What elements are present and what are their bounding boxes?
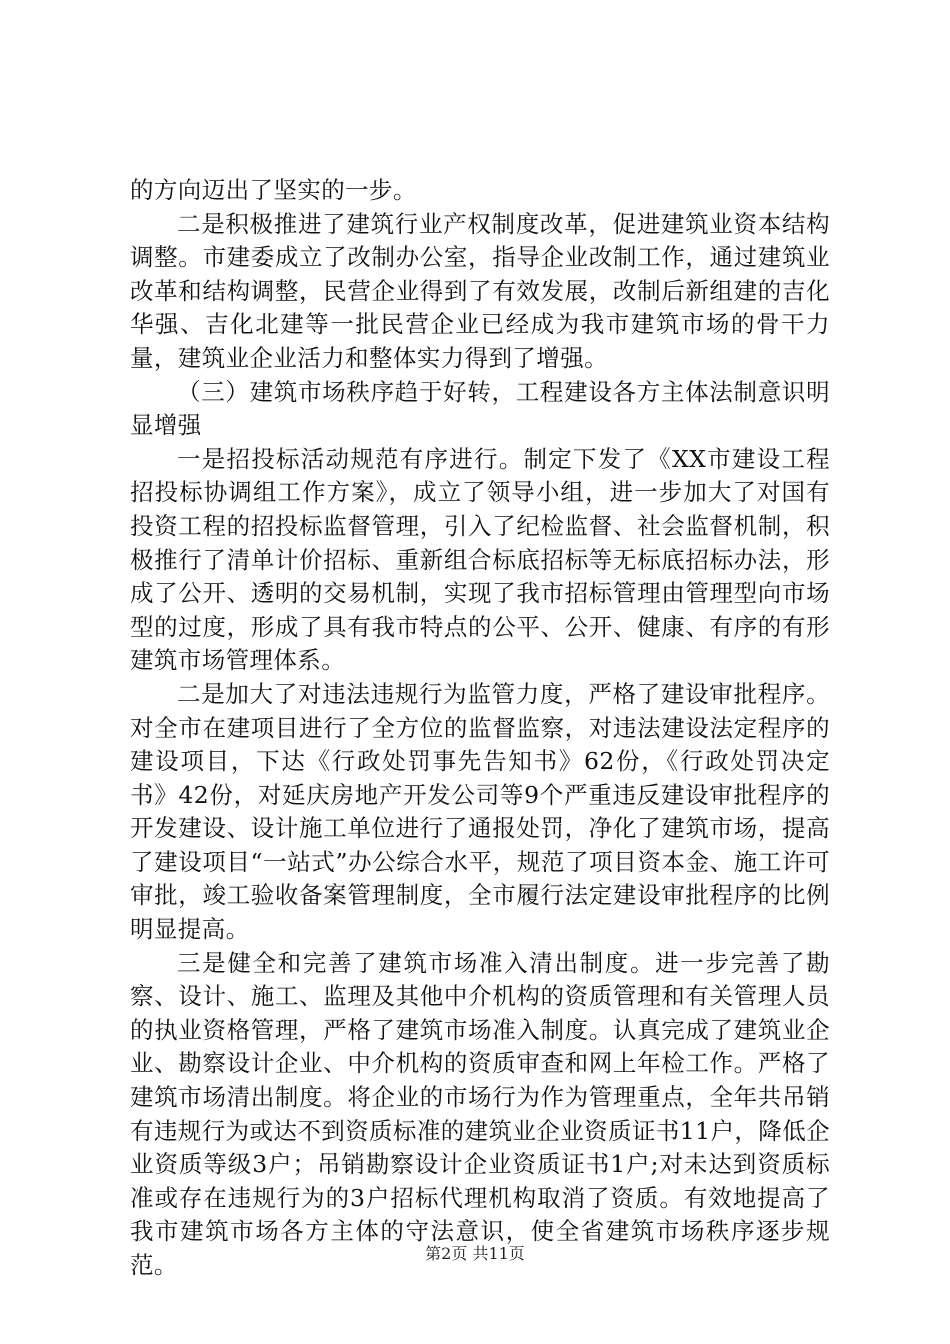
section-heading-market-order: （三）建筑市场秩序趋于好转，工程建设各方主体法制意识明显增强 [130,377,830,440]
paragraph-bidding: 一是招投标活动规范有序进行。制定下发了《XX市建设工程招投标协调组工作方案》，成立了领导小组，进一步加大了对国有投资工程的招投标监督管理，引入了纪检监督、社会监督机制，积极推行了清单计价招标、重新组合标底招标等无标底招标办法，形成了公开、透明的交易机制，实现了我市招标管理由管理型向市场型的过度，形成了具有我市特点的公平、公开、健康、有序的有形建筑市场管理体系。 [130,444,830,675]
paragraph-continuation: 的方向迈出了坚实的一步。 [130,176,417,204]
document-body [130,174,830,1283]
paragraph-property-reform: 二是积极推进了建筑行业产权制度改革，促进建筑业资本结构调整。市建委成立了改制办公室，指导企业改制工作，通过建筑业改革和结构调整，民营企业得到了有效发展，改制后新组建的吉化华强、吉化北建等一批民营企业已经成为我市建筑市场的骨干力量，建筑业企业活力和整体实力得到了增强。 [130,209,830,372]
page-number-footer: 第2页 共11页 [425,1244,525,1263]
paragraph-violation-supervision: 二是加大了对违法违规行为监管力度，严格了建设审批程序。对全市在建项目进行了全方位的监督监察，对违法建设法定程序的建设项目，下达《行政处罚事先告知书》62份，《行政处罚决定书》42份，对延庆房地产开发公司等9个严重违反建设审批程序的开发建设、设计施工单位进行了通报处罚，净化了建筑市场，提高了建设项目“一站式”办公综合水平，规范了项目资本金、施工许可审批，竣工验收备案管理制度，全市履行法定建设审批程序的比例明显提高。 [130,679,830,944]
paragraph-market-access: 三是健全和完善了建筑市场准入清出制度。进一步完善了勘察、设计、施工、监理及其他中介机构的资质管理和有关管理人员的执业资格管理，严格了建筑市场准入制度。认真完成了建筑业企业、勘察设计企业、中介机构的资质审查和网上年检工作。严格了建筑市场清出制度。将企业的市场行为作为管理重点，全年共吊销有违规行为或达不到资质标准的建筑业企业资质证书11户，降低企业资质等级3户；吊销勘察设计企业资质证书1户;对未达到资质标准或存在违规行为的3户招标代理机构取消了资质。有效地提高了我市建筑市场各方主体的守法意识，使全省建筑市场秩序逐步规范。 [130,948,830,1279]
